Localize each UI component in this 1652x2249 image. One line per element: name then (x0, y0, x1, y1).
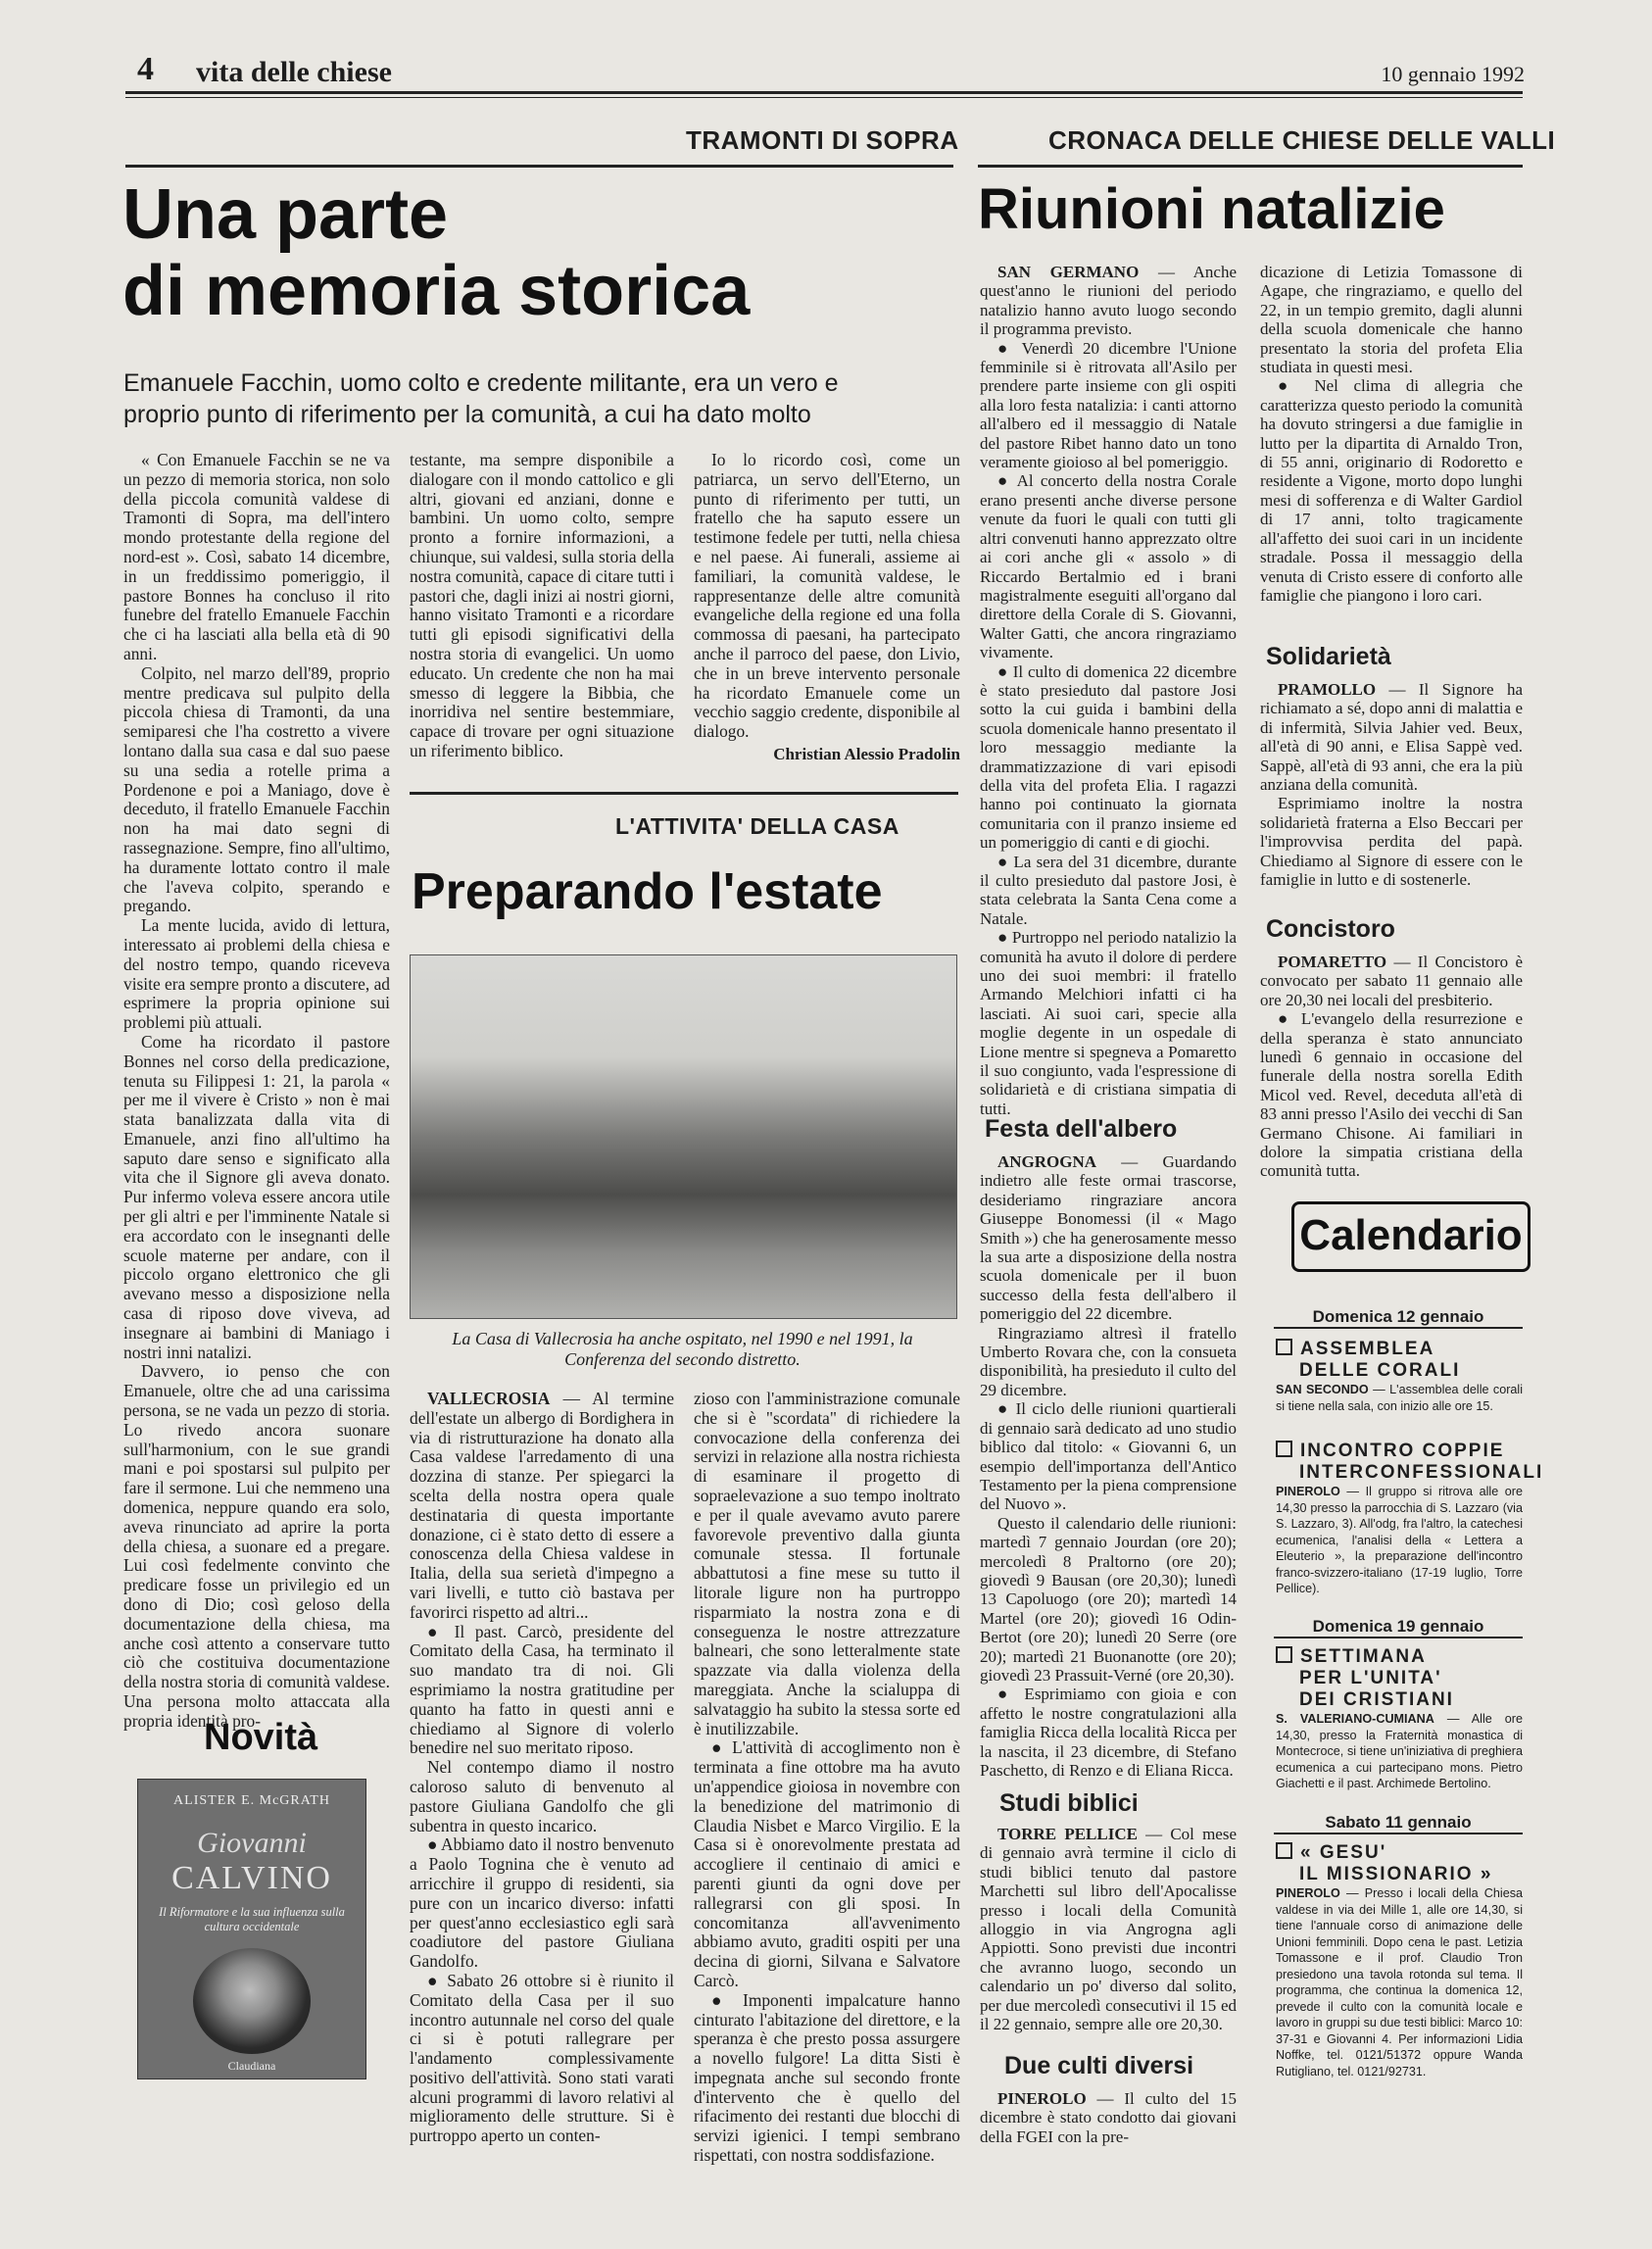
paragraph: La mente lucida, avido di lettura, interessato ai problemi della chiesa e del nostro tempo, quando riceveva visite era sempre pronto a discutere, ad esprimere la propria opinione sui problemi più attuali. (123, 915, 390, 1033)
right-col-2-top (1260, 263, 1523, 635)
concistoro-heading: Concistoro (1266, 915, 1395, 943)
paragraph: — Anche quest'anno le riunioni del periodo natalizio hanno avuto luogo secondo il programma previsto. (980, 263, 1238, 339)
middle-col-1 (410, 1389, 674, 2146)
checkbox-icon (1276, 1441, 1292, 1457)
book-title-1: Giovanni (197, 1827, 307, 1859)
festa-heading: Festa dell'albero (985, 1115, 1178, 1143)
paragraph: zioso con l'amministrazione comunale che si è "scordata" di richiedere la convocazione della conferenza dei servizi in relazione alla nostra richiesta di esaminare il progetto di sopraelevazione a suo tempo inoltrato e per il quale avevamo avuto parere favorevole preventivo dalla giunta comunale stessa. Il fortunale abbattutosi a fine mese su tutto il litorale ligure non ha purtroppo risparmiato la nostra zona e di conseguenza le nostre attrezzature balneari, che sono letteralmente state spazzate via dalla violenza della mareggiata. Anche la scialuppa di salvataggio ha subito la stessa sorte ed è inutilizzabile. (694, 1389, 960, 1738)
page-number: 4 (137, 51, 154, 87)
novita-heading: Novità (204, 1717, 318, 1758)
header-rule (125, 91, 1523, 94)
book-cover (137, 1779, 366, 2079)
paragraph: Io lo ricordo così, come un patriarca, un servo dell'Eterno, un punto di riferimento per tutti, un fratello che ha saputo essere un testimone fedele per tutti, nella chiesa e nel paese. Ai funerali, assieme ai familiari, la comunità valdese, le rappresentanze delle altre comunità evangeliche della regione ed una folla commossa di paesani, ha partecipato anche il parroco del paese, don Livio, che in un breve intervento personale ha ricordato Emanuele come un vecchio saggio credente, disponibile al dialogo. (694, 450, 960, 742)
item-body: — Il gruppo si ritrova alle ore 14,30 presso la parrocchia di S. Lazzaro (via S. Lazzaro, 3). All'odg, fra l'altro, la catechesi ecumenica, l'analisi della « Lettera a Eleuterio », la preparazione dell'incontro franco-svizzero-italiano (17-19 luglio, Torre Pellice). (1276, 1485, 1523, 1595)
paragraph: Nel contempo diamo il nostro caloroso saluto di benvenuto al pastore Giuliana Gandolfo che gli subentra in questo incarico. (410, 1757, 674, 1835)
calendar-item (1276, 1842, 1523, 2079)
paragraph: ● Abbiamo dato il nostro benvenuto a Paolo Tognina che è venuto ad arricchire il gruppo di residenti, sia pure con un incarico diverso: infatti per quest'anno ecclesiastico egli sarà coadiutore del pastore Giuliana Gandolfo. (410, 1834, 674, 1972)
concistoro-body (1260, 953, 1523, 1207)
paragraph: — Il culto del 15 dicembre è stato condotto dai giovani della FGEI con la pre- (980, 2089, 1238, 2146)
paragraph: Esprimiamo inoltre la nostra solidarietà fraterna a Elso Beccari per l'improvvisa perdita del papà. Chiediamo al Signore di essere con le famiglie in lutto e di sostenerle. (1260, 794, 1523, 890)
left-col-3 (694, 451, 960, 764)
right-kicker: CRONACA DELLE CHIESE DELLE VALLI (1048, 125, 1556, 155)
location-lead: PRAMOLLO (1278, 680, 1377, 699)
left-col-2 (410, 451, 674, 764)
item-title: INTERCONFESSIONALI (1299, 1462, 1544, 1483)
paragraph: — Il Signore ha richiamato a sé, dopo anni di malattia e di infermità, Silvia Jahier ved. Beux, all'età di 90 anni, e Elisa Sappè ved. Sappè, all'età di 93 anni, che era la più anziana della comunità. (1260, 680, 1523, 795)
paragraph: ● Sabato 26 ottobre si è riunito il Comitato della Casa per il suo incontro autunnale nel corso del quale ci si è potuti rallegrare per l'andamento complessivamente positivo dell'attività. Sono stati varati alcuni programmi di lavoro relativi al miglioramento delle strutture. Si è purtroppo aperto un conten- (410, 1970, 674, 2146)
item-title: INCONTRO COPPIE (1300, 1441, 1505, 1461)
title-line-1: Una parte (122, 175, 449, 254)
studi-body (980, 1825, 1238, 2034)
calendar-item (1276, 1339, 1523, 1414)
photo-caption: La Casa di Vallecrosia ha anche ospitato, nel 1990 e nel 1991, la Conferenza del secondo distretto. (452, 1329, 913, 1369)
book-subtitle: Il Riformatore e la sua influenza sulla cultura occidentale (159, 1905, 345, 1933)
day-header: Domenica 19 gennaio (1274, 1617, 1523, 1638)
book-author: ALISTER E. McGRATH (173, 1793, 330, 1808)
location-lead: TORRE PELLICE (997, 1825, 1138, 1843)
paragraph: ● Al concerto della nostra Corale erano presenti anche diverse persone venute da fuori le quali con tutti gli altri convenuti hanno apprezzato oltre ai cori anche gli « assolo » di Riccardo Bertalmio ed i brani magistralmente eseguiti all'organo dal direttore della Corale di S. Giovanni, Walter Gatti, che ancora ringraziamo vivamente. (980, 471, 1237, 662)
location-lead: ANGROGNA (997, 1152, 1097, 1171)
item-title: ASSEMBLEA (1300, 1339, 1435, 1359)
paragraph: — Guardando indietro alle feste ormai trascorse, desideriamo ringraziare ancora Giuseppe Bonomessi (il « Mago Smith ») che ha generosamente messo la sua arte a disposizione della nostra scuola domenicale per il buon successo della festa dell'albero il pomeriggio del 22 dicembre. (980, 1152, 1237, 1324)
article-subtitle (123, 367, 958, 430)
culti-body (980, 2089, 1237, 2168)
culti-heading: Due culti diversi (1004, 2052, 1194, 2079)
paragraph: ● Purtroppo nel periodo natalizio la comunità ha avuto il dolore di perdere uno dei suoi membri: il fratello Armando Melchiori infatti ci ha lasciati. Ai suoi cari, specie alla moglie degente in un ospedale di Lione mentre si spegneva a Pomaretto il suo congiunto, vada l'espressione di solidarietà e di cristiana simpatia di tutti. (980, 928, 1237, 1118)
header-rule-thin (125, 97, 1523, 98)
left-kicker-rule (125, 165, 953, 168)
subtitle-line-2: proprio punto di riferimento per la comunità, a cui ha dato molto (123, 401, 811, 428)
solidarieta-body (1260, 680, 1523, 925)
book-title-2: CALVINO (171, 1860, 332, 1896)
middle-title: Preparando l'estate (412, 863, 883, 920)
item-title: PER L'UNITA' (1299, 1668, 1442, 1688)
paragraph: Colpito, nel marzo dell'89, proprio mentre predicava sul pulpito della piccola chiesa di Tramonti, da una semiparesi che l'ha costretto a vivere lontano dalla sua casa e dal suo paese su una sedia a rotelle prima a Pordenone e poi a Maniago, dove è deceduto, il fratello Emanuele Facchin non ha mai dato segni di rassegnazione. Sempre, fino all'ultimo, ha duramente lottato contro il male che l'aveva colpito, sperando e pregando. (123, 662, 390, 916)
paragraph: Questo il calendario delle riunioni: martedì 7 gennaio Jourdan (ore 20); mercoledì 8 Praltorno (ore 20); giovedì 9 Bausan (ore 20,30); lunedì 13 Capoluogo (ore 20); martedì 14 Martel (ore 20); giovedì 16 Odin-Bertot (ore 20); lunedì 20 Serre (ore 20); martedì 21 Buonanotte (ore 20); giovedì 23 Prassuit-Verné (ore 20,30). (980, 1513, 1237, 1685)
location-lead: PINEROLO (997, 2089, 1087, 2108)
left-kicker: TRAMONTI DI SOPRA (686, 125, 959, 155)
section-name: vita delle chiese (196, 56, 392, 88)
article-title (122, 176, 750, 329)
middle-col-2 (694, 1389, 960, 2166)
item-title: SETTIMANA (1300, 1646, 1427, 1667)
calendario-box (1291, 1201, 1531, 1272)
subtitle-line-1: Emanuele Facchin, uomo colto e credente militante, era un vero e (123, 369, 839, 397)
location-lead: SAN GERMANO (997, 263, 1140, 281)
day-header: Domenica 12 gennaio (1274, 1307, 1523, 1329)
item-body: — Presso i locali della Chiesa valdese in via dei Mille 1, alle ore 14,30, si tiene l'annuale corso di animazione delle Unioni femminili. Dopo cena le past. Letizia Tomassone e il prof. Claudio Tron presiedono una tavola rotonda sul tema. Il programma, che continua la domenica 12, prevede il culto con la comunità locale e lavoro in gruppi su due testi biblici: Marco 10: 37-31 e Giovanni 4. Per informazioni Lidia Noffke, tel. 0121/51372 oppure Wanda Rutigliano, tel. 0121/92731. (1276, 1886, 1524, 2078)
conference-photo (410, 954, 957, 1319)
portrait-image (193, 1948, 311, 2054)
right-col-1-top (980, 263, 1238, 1118)
title-line-2: di memoria storica (122, 252, 751, 330)
paragraph: « Con Emanuele Facchin se ne va un pezzo di memoria storica, non solo della piccola comunità valdese di Tramonti di Sopra, ma dell'intero mondo protestante della regione del nord-est ». Così, sabato 14 dicembre, in un freddissimo pomeriggio, il pastore Bonnes ha concluso il rito funebre del fratello Emanuele Facchin che ci ha lasciati alla bella età di 90 anni. (123, 450, 390, 663)
paragraph: ● Il past. Carcò, presidente del Comitato della Casa, ha terminato il suo mandato tra di noi. Gli esprimiamo la nostra gratitudine per quanto ha fatto in questi anni e chiediamo al Signore di volerlo benedire nel suo meritato riposo. (410, 1621, 674, 1758)
calendar-item (1276, 1441, 1544, 1597)
location-lead: PINEROLO (1276, 1886, 1340, 1900)
checkbox-icon (1276, 1339, 1292, 1355)
paragraph: ● Venerdì 20 dicembre l'Unione femminile si è ritrovata all'Asilo per prendere parte insieme con gli ospiti alla loro festa natalizia: i canti attorno all'albero ed il messaggio di Natale del pastore Ribet hanno dato un tono veramente gioioso al bel pomeriggio. (980, 338, 1237, 472)
checkbox-icon (1276, 1842, 1292, 1859)
paragraph: — Al termine dell'estate un albergo di Bordighera in via di ristrutturazione ha donato alla Casa valdese l'arredamento di una dozzina di stanze. Per spiegarci la scelta della nostra opera quale destinataria di questa importante donazione, ci è stato detto di essere a conoscenza della Chiesa valdese in Italia, della sua serietà d'impegno a vari livelli, e tutto ciò bastava per favorirci rispetto ad altri... (410, 1389, 674, 1622)
paragraph: ● Nel clima di allegria che caratterizza questo periodo la comunità ha dovuto stringersi a due famiglie in lutto per la dipartita di Arnaldo Tron, di 55 anni, originario di Rodoretto e residente a Vigone, morto dopo lunghi mesi di sofferenza e di Walter Gardiol di 17 anni, tolto tragicamente all'affetto dei suoi cari in un incidente stradale. Possa il messaggio della venuta di Cristo essere di conforto alle famiglie che piangono i loro cari. (1260, 376, 1523, 605)
item-body: — L'assemblea delle corali si tiene nella sala, con inizio alle ore 15. (1276, 1383, 1524, 1413)
paragraph: ● Il culto di domenica 22 dicembre è stato presieduto dal pastore Josi sotto la cui guida i bambini della scuola domenicale hanno presentato il loro messaggio mediante la drammatizzazione di vari episodi della vita del profeta Elia. I ragazzi hanno poi continuato la giornata comunitaria con il pranzo insieme ed un pomeriggio di canti e di giochi. (980, 661, 1237, 853)
day-header: Sabato 11 gennaio (1274, 1813, 1523, 1834)
paragraph: ● Imponenti impalcature hanno cinturato l'abitazione del direttore, e la speranza è che presto possa assurgere a novello fulgore! La ditta Sisti è impegnata anche sul secondo fronte d'intervento che è quello del rifacimento dei restanti due blocchi di servizi igienici. I tempi sembrano rispettati, con nostra soddisfazione. (694, 1989, 960, 2166)
location-lead: VALLECROSIA (427, 1389, 551, 1408)
item-title: DELLE CORALI (1299, 1360, 1461, 1381)
paragraph: ● Il ciclo delle riunioni quartierali di gennaio sarà dedicato ad uno studio biblico dal titolo: « Giovanni 6, un esempio dell'importanza dell'Antico Testamento per la piena comprensione del Nuovo ». (980, 1399, 1237, 1514)
studi-heading: Studi biblici (999, 1789, 1139, 1817)
paragraph: ● L'evangelo della resurrezione e della speranza è stato annunciato lunedì 6 gennaio in occasione del funerale della nostra sorella Edith Micol ved. Revel, deceduta all'età di 83 anni presso l'Asilo dei vecchi di San Germano Chisone. Ai familiari in dolore la simpatia cristiana della comunità tutta. (1260, 1009, 1523, 1181)
paragraph: — Il Concistoro è convocato per sabato 11 gennaio alle ore 20,30 nei locali del presbiterio. (1260, 953, 1523, 1009)
location-lead: SAN SECONDO (1276, 1383, 1369, 1396)
location-lead: PINEROLO (1276, 1485, 1340, 1498)
middle-kicker: L'ATTIVITA' DELLA CASA (615, 813, 899, 839)
paragraph: Ringraziamo altresì il fratello Umberto Rovara che, con la consueta disponibilità, ha presieduto il culto del 29 dicembre. (980, 1323, 1237, 1399)
left-col-1 (123, 450, 390, 1731)
location-lead: S. VALERIANO-CUMIANA (1276, 1712, 1434, 1726)
author-signature: Christian Alessio Pradolin (773, 745, 960, 763)
calendar-item (1276, 1646, 1523, 1792)
right-kicker-rule (978, 165, 1523, 168)
paragraph: testante, ma sempre disponibile a dialogare con il mondo cattolico e gli altri, giovani ed anziani, donne e bambini. Un uomo colto, sempre pronto a fornire informazioni, a chiunque, sui valdesi, sulla storia della nostra comunità, capace di citare tutti i pastori che, dagli inizi ai nostri giorni, hanno visitato Tramonti e a ricordare tutti gli episodi significativi della nostra storia di evangelici. Un uomo educato. Un credente che non ha mai smesso di leggere la Bibbia, che inorridiva nel sentire bestemmiare, capace di trovare per ogni situazione un riferimento biblico. (410, 450, 674, 760)
middle-rule (410, 792, 958, 795)
issue-date: 10 gennaio 1992 (1381, 62, 1525, 86)
location-lead: POMARETTO (1278, 953, 1387, 971)
item-title: « GESU' (1300, 1842, 1387, 1863)
calendario-heading: Calendario (1299, 1211, 1523, 1259)
festa-body (980, 1152, 1237, 1780)
item-title: IL MISSIONARIO » (1299, 1864, 1493, 1884)
book-publisher: Claudiana (227, 2059, 276, 2073)
item-body: — Alle ore 14,30, presso la Fraternità monastica di Montecroce, si tiene un'iniziativa di preghiera ecumenica a cui partecipano mons. Pietro Giachetti e il past. Archimede Bertolino. (1276, 1712, 1523, 1790)
paragraph: ● L'attività di accoglimento non è terminata a fine ottobre ma ha avuto un'appendice gioiosa in novembre con la benedizione del matrimonio di Claudia Nisbet e Marco Virgilio. E la Casa si è onorevolmente prestata ad accogliere il centinaio di amici e parenti giunti da ogni dove per rallegrarsi con gli sposi. In concomitanza all'avvenimento abbiamo avuto, graditi ospiti per una decina di giorni, Silvana e Salvatore Carcò. (694, 1737, 960, 1990)
paragraph: ● La sera del 31 dicembre, durante il culto presieduto dal pastore Josi, è stata celebrata la Santa Cena come a Natale. (980, 852, 1237, 928)
paragraph: dicazione di Letizia Tomassone di Agape, che ringraziamo, e quello del 22, in un tempio gremito, dagli alunni della scuola domenicale che hanno presentato la storia del profeta Elia studiata in questi mesi. (1260, 263, 1523, 377)
paragraph: Davvero, io penso che con Emanuele, oltre che ad una carissima persona, se ne vada un pezzo di storia. Lo rivedo ancora suonare sull'harmonium, con le sue grandi mani e poi spostarsi sul pulpito per fare il sermone. Lui che nemmeno una domenica, neppure quando era solo, aveva rinunciato ad aprire la porta della chiesa, a suonare ed a pregare. Lui così fedelmente convinto che predicare fosse un privilegio ed un dono di Dio; così geloso della documentazione della chiesa, ma anche così attento a conservare tutto ciò che costituiva documentazione della nostra storia di comunità valdese. Una persona molto attaccata alla propria identità pro- (123, 1361, 390, 1731)
checkbox-icon (1276, 1646, 1292, 1663)
paragraph: Come ha ricordato il pastore Bonnes nel corso della predicazione, tenuta su Filippesi 1: 21, la parola « per me il vivere è Cristo » non è mai stata banalizzata dalla vita di Emanuele, anzi fino all'ultimo ha saputo dare senso e significato alla vita che il Signore gli aveva donato. Pur infermo voleva essere ancora utile per gli altri e per l'imminente Natale si era accordato con le insegnanti delle scuole materne per andare, con il piccolo organo elettronico che gli avevano messo a disposizione nella casa di riposo dove viveva, ad insegnare ai bambini di Maniago i nostri inni natalizi. (123, 1031, 390, 1362)
right-title: Riunioni natalizie (978, 177, 1445, 241)
paragraph: ● Esprimiamo con gioia e con affetto le nostre congratulazioni alla famiglia Ricca della località Ricca per la nascita, il 23 dicembre, di Stefano Paschetto, di Renzo e di Eliana Ricca. (980, 1685, 1237, 1780)
paragraph: — Col mese di gennaio avrà termine il ciclo di studi biblici tenuto dal pastore Marchetti sul libro dell'Apocalisse presso i locali della Comunità alloggio in via Angrogna agli Appiotti. Sono previsti due incontri che avranno luogo, secondo un calendario un po' diverso dal solito, per due mercoledì consecutivi il 15 ed il 22 gennaio, sempre alle ore 20,30. (980, 1825, 1238, 2034)
item-title: DEI CRISTIANI (1299, 1689, 1454, 1710)
solidarieta-heading: Solidarietà (1266, 643, 1391, 670)
